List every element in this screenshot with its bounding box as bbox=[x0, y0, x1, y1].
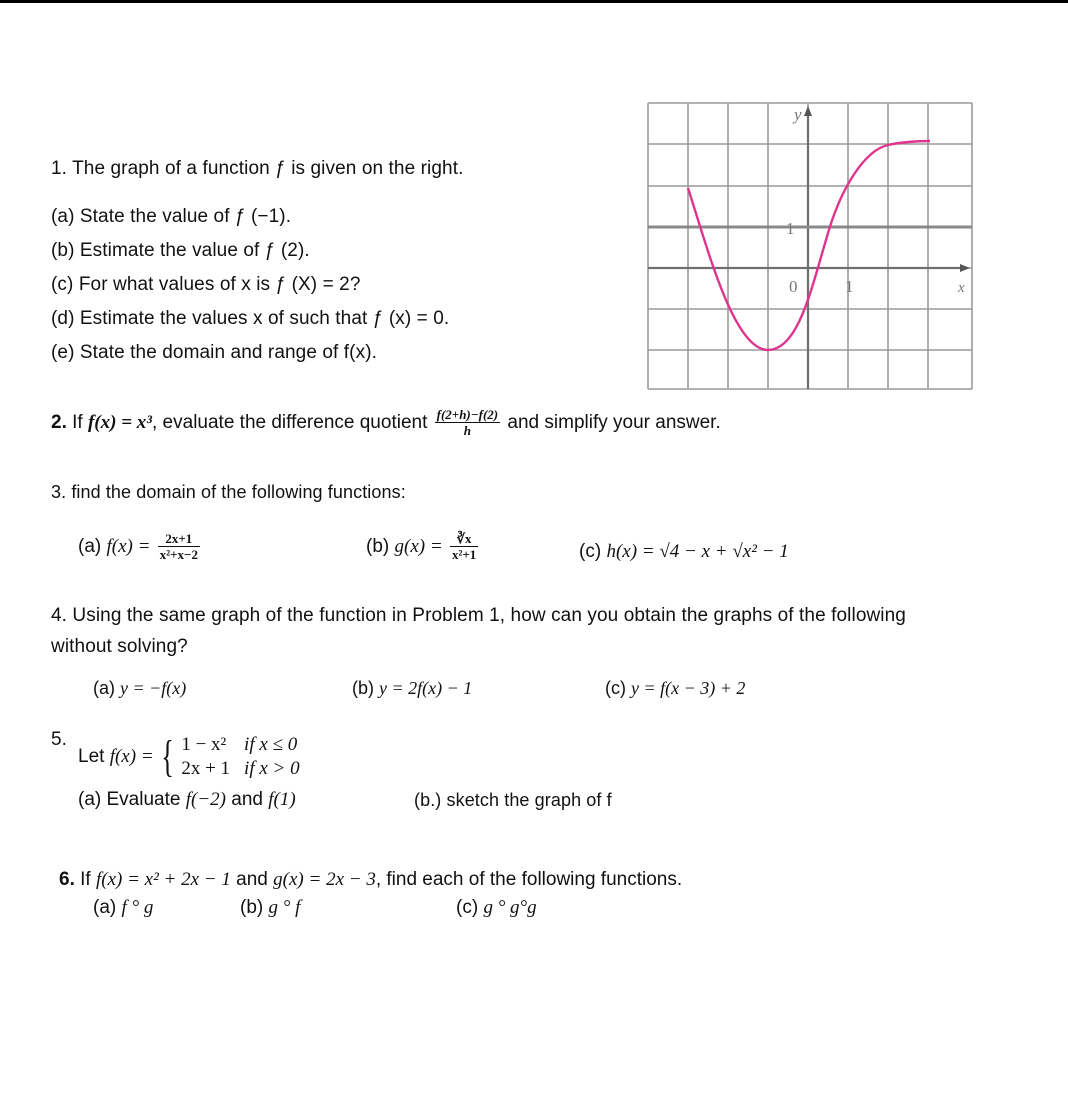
problem3-part-c bbox=[579, 541, 789, 563]
problem3-a-fraction bbox=[158, 532, 200, 562]
y-axis-label: y bbox=[794, 105, 802, 124]
problem6-a-expression: f ° g bbox=[121, 897, 154, 918]
problem3-b-numerator: ∛x bbox=[450, 532, 478, 547]
problem5-a-expr1: f(−2) bbox=[185, 789, 226, 810]
problem6-b-label: (b) bbox=[240, 897, 264, 918]
problem6-a-label: (a) bbox=[93, 897, 117, 918]
piecewise-case bbox=[181, 757, 313, 781]
problem2-if: If bbox=[72, 412, 83, 434]
problem4-intro-line2: without solving? bbox=[51, 636, 188, 657]
problem5-lhs: f(x) = bbox=[109, 746, 154, 768]
problem3-b-denominator: x²+1 bbox=[451, 547, 477, 562]
problem4-c-expression: y = f(x − 3) + 2 bbox=[631, 678, 746, 698]
case2-expression: 2x + 1 bbox=[181, 758, 231, 779]
problem6-b-expression: g ° f bbox=[268, 897, 301, 918]
problem3-a-label: (a) bbox=[78, 536, 102, 558]
problem6-statement bbox=[59, 869, 682, 891]
difference-quotient-numerator: f(2+h)−f(2) bbox=[436, 407, 499, 422]
problem1-part-c: (c) For what values of x is ƒ (X) = 2? bbox=[51, 274, 361, 295]
problem3-part-a bbox=[78, 532, 202, 562]
x-axis-label: x bbox=[958, 280, 965, 296]
problem5-part-b: (b.) sketch the graph of f bbox=[414, 790, 612, 810]
problem4-part-a bbox=[93, 678, 186, 699]
problem6-f-definition: f(x) = x² + 2x − 1 bbox=[95, 869, 231, 890]
problem5-a-and: and bbox=[231, 789, 263, 810]
problem1-part-e: (e) State the domain and range of f(x). bbox=[51, 342, 378, 363]
case2-condition: if x > 0 bbox=[244, 758, 300, 779]
piecewise-cases bbox=[181, 733, 313, 781]
problem4-c-label: (c) bbox=[605, 678, 626, 698]
problem2-end-text: and simplify your answer. bbox=[507, 412, 721, 434]
problem4-b-label: (b) bbox=[352, 678, 374, 698]
problem1-part-b: (b) Estimate the value of ƒ (2). bbox=[51, 240, 310, 261]
problem6-end-text: , find each of the following functions. bbox=[375, 869, 683, 890]
y-tick-one: 1 bbox=[786, 219, 795, 238]
problem5-a-expr2: f(1) bbox=[268, 789, 296, 810]
graph-grid bbox=[648, 103, 972, 389]
problem6-g-definition: g(x) = 2x − 3 bbox=[273, 869, 376, 890]
difference-quotient-denominator: h bbox=[463, 423, 471, 438]
problem4-a-expression: y = −f(x) bbox=[120, 678, 187, 698]
problem3-part-b bbox=[366, 532, 480, 562]
y-axis-arrow bbox=[804, 106, 812, 116]
problem3-intro: 3. find the domain of the following functions: bbox=[51, 482, 406, 502]
problem3-c-expression: h(x) = √4 − x + √x² − 1 bbox=[606, 541, 789, 562]
problem5-part-a bbox=[78, 789, 296, 811]
function-graph bbox=[646, 100, 976, 392]
problem3-a-denominator: x²+x−2 bbox=[159, 547, 198, 562]
problem2-number: 2. bbox=[51, 412, 67, 434]
difference-quotient bbox=[435, 408, 501, 438]
problem5-number: 5. bbox=[51, 729, 68, 750]
origin-label: 0 bbox=[789, 277, 798, 296]
problem5-definition bbox=[78, 733, 314, 781]
problem4-intro-line1: 4. Using the same graph of the function in Problem 1, how can you obtain the graphs of the following bbox=[51, 605, 906, 626]
problem2-middle-text: , evaluate the difference quotient bbox=[152, 412, 428, 434]
problem3-b-lhs: g(x) = bbox=[394, 536, 443, 558]
top-border-line bbox=[0, 0, 1068, 3]
problem3-a-numerator: 2x+1 bbox=[158, 532, 200, 547]
x-axis-arrow bbox=[960, 264, 970, 272]
problem4-a-label: (a) bbox=[93, 678, 115, 698]
problem2 bbox=[51, 408, 721, 438]
problem6-if: If bbox=[80, 869, 91, 890]
x-tick-one: 1 bbox=[845, 277, 854, 296]
problem6-c-expression: g ° g°g bbox=[483, 897, 537, 918]
problem3-b-fraction bbox=[450, 532, 478, 562]
problem3-b-label: (b) bbox=[366, 536, 390, 558]
problem4-b-expression: y = 2f(x) − 1 bbox=[379, 678, 473, 698]
problem3-a-lhs: f(x) = bbox=[106, 536, 151, 558]
case1-expression: 1 − x² bbox=[181, 734, 227, 755]
problem1-intro: 1. The graph of a function ƒ is given on the right. bbox=[51, 158, 464, 179]
problem5-let: Let bbox=[78, 746, 105, 768]
problem5-a-label: (a) Evaluate bbox=[78, 789, 181, 810]
piecewise-case bbox=[181, 733, 313, 757]
problem6-part-a bbox=[93, 897, 153, 919]
problem2-function: f(x) = x³ bbox=[87, 412, 152, 434]
problem6-part-b bbox=[240, 897, 300, 919]
problem6-number: 6. bbox=[59, 869, 75, 890]
piecewise-brace: { bbox=[161, 732, 174, 781]
problem6-and: and bbox=[236, 869, 268, 890]
problem4-part-b bbox=[352, 678, 472, 699]
case1-condition: if x ≤ 0 bbox=[244, 734, 298, 755]
problem3-c-label: (c) bbox=[579, 541, 602, 562]
problem1-part-d: (d) Estimate the values x of such that ƒ (x) = 0. bbox=[51, 308, 450, 329]
problem6-part-c bbox=[456, 897, 537, 919]
problem1-part-a: (a) State the value of ƒ (−1). bbox=[51, 206, 292, 227]
problem4-part-c bbox=[605, 678, 745, 699]
problem6-c-label: (c) bbox=[456, 897, 479, 918]
